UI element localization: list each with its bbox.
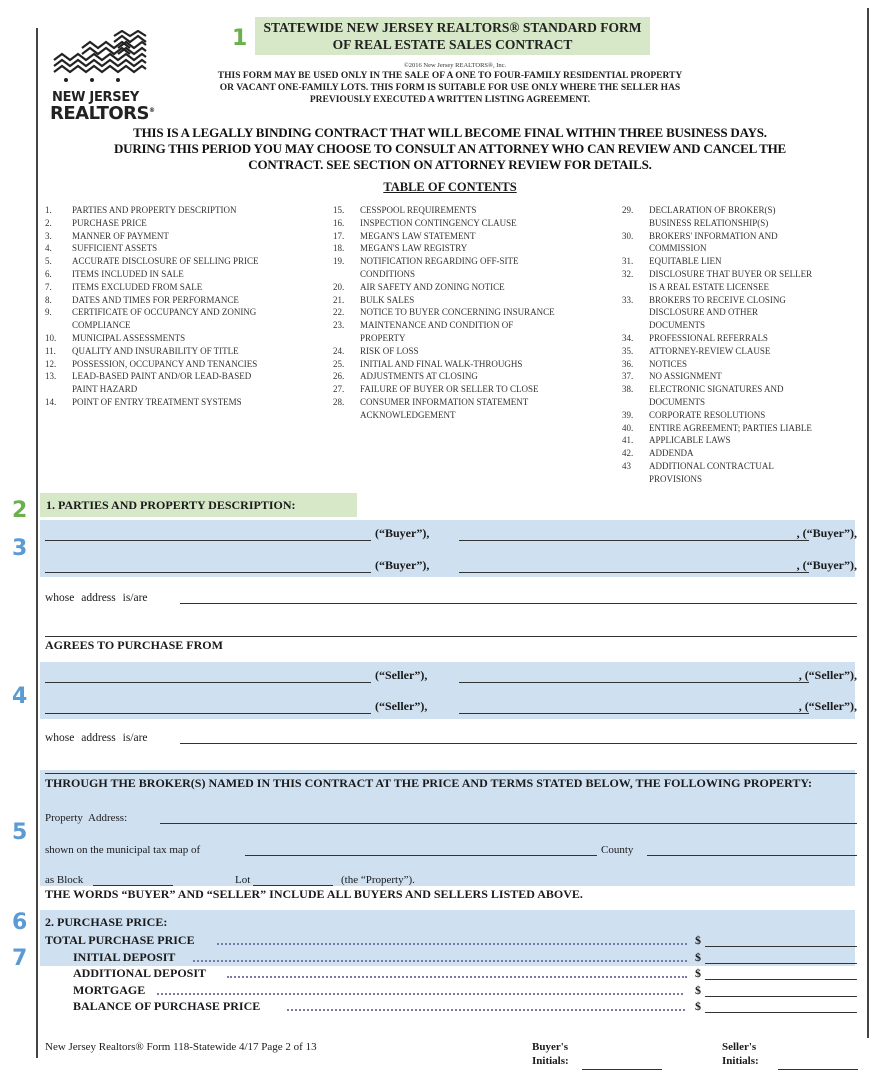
additional-deposit-label: ADDITIONAL DEPOSIT	[73, 966, 207, 980]
toc-item	[333, 204, 603, 217]
logo-text-new-jersey: NEW JERSEY	[52, 90, 140, 105]
leader-dots	[287, 1009, 685, 1011]
annotation-marker-2: 2	[12, 498, 28, 523]
toc-item-label: ACCURATE DISCLOSURE OF SELLING PRICE	[72, 256, 259, 267]
toc-item-number: 29.	[622, 205, 634, 215]
annotation-marker-5: 5	[12, 820, 28, 845]
seller-address-label: whose address is/are	[45, 732, 148, 744]
toc-item-label: LEAD-BASED PAINT AND/OR LEAD-BASED PAINT HAZARD	[72, 371, 252, 395]
usage-notice	[180, 70, 720, 106]
annotation-marker-6: 6	[12, 910, 28, 935]
dollar-sign: $	[695, 999, 701, 1013]
toc-item-label: EQUITABLE LIEN	[649, 256, 722, 267]
buyer-name-field-3[interactable]	[45, 572, 371, 573]
buildings-chevron-icon	[52, 30, 148, 86]
agrees-to-purchase-label: AGREES TO PURCHASE FROM	[45, 638, 223, 652]
county-label: County	[601, 844, 634, 856]
nj-realtors-logo	[50, 30, 155, 124]
toc-item	[45, 294, 315, 307]
mortgage-label: MORTGAGE	[73, 983, 146, 997]
buyer-label: , (“Buyer”),	[796, 526, 857, 540]
toc-item-number: 18.	[333, 243, 345, 254]
block-label: as Block	[45, 874, 84, 886]
toc-item-number: 35.	[622, 345, 634, 356]
usage-notice-line-2: OR VACANT ONE-FAMILY LOTS. THIS FORM IS SUITABLE FOR USE ONLY WHERE THE SELLER HAS	[219, 83, 681, 93]
leader-dots	[193, 960, 687, 962]
buyer-address-line-2[interactable]	[45, 636, 857, 637]
toc-column-2	[333, 204, 603, 422]
toc-item-label: CORPORATE RESOLUTIONS	[649, 409, 766, 420]
toc-item-number: 15.	[333, 205, 345, 215]
toc-item-number: 27.	[333, 384, 345, 395]
toc-item-label: ADJUSTMENTS AT CLOSING	[360, 371, 478, 382]
toc-item-label: MANNER OF PAYMENT	[72, 230, 169, 241]
toc-item-label: ENTIRE AGREEMENT; PARTIES LIABLE	[649, 422, 812, 433]
buyer-address-label: whose address is/are	[45, 592, 148, 604]
section-1-header: 1. PARTIES AND PROPERTY DESCRIPTION:	[40, 493, 357, 517]
toc-item-number: 16.	[333, 217, 345, 228]
toc-item	[45, 255, 315, 268]
toc-item	[45, 268, 315, 281]
property-address-field[interactable]	[160, 823, 857, 824]
dollar-sign: $	[695, 983, 701, 997]
toc-item-number: 1.	[45, 205, 52, 215]
buyer-row-2	[45, 556, 857, 576]
toc-item-label: MEGAN'S LAW STATEMENT	[360, 230, 476, 241]
toc-item-number: 4.	[45, 243, 52, 254]
toc-item-label: ITEMS INCLUDED IN SALE	[72, 268, 184, 279]
seller-address-row	[45, 728, 857, 746]
initial-deposit-label: INITIAL DEPOSIT	[73, 950, 176, 964]
toc-item-label: INSPECTION CONTINGENCY CLAUSE	[360, 217, 517, 228]
usage-notice-line-3: PREVIOUSLY EXECUTED A WRITTEN LISTING AGREEMENT.	[309, 95, 591, 105]
toc-item-label: DATES AND TIMES FOR PERFORMANCE	[72, 294, 239, 305]
usage-notice-line-1: THIS FORM MAY BE USED ONLY IN THE SALE OF A ONE TO FOUR-FAMILY RESIDENTIAL PROPERTY	[217, 71, 683, 81]
buyer-name-field-1[interactable]	[45, 540, 371, 541]
toc-item	[622, 230, 862, 256]
toc-item	[622, 460, 862, 486]
seller-name-field-1[interactable]	[45, 682, 371, 683]
toc-item	[622, 255, 862, 268]
toc-item-number: 8.	[45, 294, 52, 305]
toc-item-label: PROFESSIONAL REFERRALS	[649, 332, 768, 343]
toc-item	[622, 294, 862, 332]
toc-item	[333, 306, 603, 319]
toc-item	[333, 319, 603, 345]
toc-item-label: POINT OF ENTRY TREATMENT SYSTEMS	[72, 396, 242, 407]
seller-label: (“Seller”),	[375, 668, 428, 682]
buyer-seller-definition-note: THE WORDS “BUYER” AND “SELLER” INCLUDE ALL BUYERS AND SELLERS LISTED ABOVE.	[45, 887, 583, 901]
toc-item-label: NO ASSIGNMENT	[649, 371, 722, 382]
buyer-name-field-2[interactable]	[459, 540, 809, 541]
toc-item-label: MEGAN'S LAW REGISTRY	[360, 243, 468, 254]
logo-realtors-word: REALTORS	[50, 103, 149, 124]
toc-item-number: 11.	[45, 345, 56, 356]
through-brokers-text: THROUGH THE BROKER(S) NAMED IN THIS CONTRACT AT THE PRICE AND TERMS STATED BELOW, THE FOLLOWING PROPERTY:	[45, 776, 812, 790]
property-address-label: Property Address:	[45, 812, 128, 824]
seller-row-2	[45, 697, 857, 717]
form-title-line-2: OF REAL ESTATE SALES CONTRACT	[332, 37, 573, 52]
toc-item	[333, 358, 603, 371]
form-title-line-1: STATEWIDE NEW JERSEY REALTORS® STANDARD FORM	[263, 20, 642, 35]
toc-item-label: ITEMS EXCLUDED FROM SALE	[72, 281, 203, 292]
toc-item-number: 36.	[622, 358, 634, 369]
toc-item-number: 30.	[622, 230, 634, 241]
block-field[interactable]	[93, 885, 173, 886]
price-row-mortgage	[45, 981, 857, 998]
binding-notice-line-2: DURING THIS PERIOD YOU MAY CHOOSE TO CONSULT AN ATTORNEY WHO CAN REVIEW AND CANCEL THE	[113, 141, 787, 156]
toc-item-number: 14.	[45, 396, 57, 407]
annotation-marker-7: 7	[12, 946, 28, 971]
toc-item-label: ELECTRONIC SIGNATURES AND DOCUMENTS	[649, 384, 784, 407]
seller-initials-block	[722, 1040, 862, 1072]
property-top-rule	[45, 773, 857, 774]
toc-item-label: CONSUMER INFORMATION STATEMENT ACKNOWLEDGEMENT	[360, 396, 529, 420]
toc-item-label: APPLICABLE LAWS	[649, 435, 731, 446]
binding-notice-line-1: THIS IS A LEGALLY BINDING CONTRACT THAT WILL BECOME FINAL WITHIN THREE BUSINESS DAYS.	[133, 125, 767, 140]
toc-item-number: 24.	[333, 345, 345, 356]
toc-item-label: BULK SALES	[360, 294, 415, 305]
buyer-address-field[interactable]	[180, 603, 857, 604]
toc-item	[333, 383, 603, 396]
dollar-sign: $	[695, 966, 701, 980]
toc-item-number: 31.	[622, 256, 634, 267]
toc-item-number: 42.	[622, 448, 634, 459]
seller-initials-field[interactable]	[778, 1069, 858, 1070]
toc-item-label: NOTIFICATION REGARDING OFF-SITE CONDITIONS	[360, 256, 519, 279]
county-field[interactable]	[647, 855, 857, 856]
toc-item	[333, 370, 603, 383]
toc-item-label: AIR SAFETY AND ZONING NOTICE	[360, 281, 505, 292]
toc-item-label: BROKERS' INFORMATION AND COMMISSION	[649, 230, 778, 254]
toc-item-label: ATTORNEY-REVIEW CLAUSE	[649, 345, 771, 356]
seller-name-field-4[interactable]	[459, 713, 809, 714]
toc-column-3	[622, 204, 862, 486]
leader-dots	[227, 976, 687, 978]
toc-item-number: 43	[622, 460, 631, 471]
toc-item-number: 5.	[45, 256, 52, 267]
toc-item-number: 23.	[333, 320, 345, 331]
form-title	[255, 17, 650, 55]
toc-item	[622, 268, 862, 294]
annotation-marker-3: 3	[12, 536, 28, 561]
toc-item-label: BROKERS TO RECEIVE CLOSING DISCLOSURE AND OTHER DOCUMENTS	[649, 294, 786, 331]
toc-item	[333, 281, 603, 294]
toc-item-number: 40.	[622, 422, 634, 433]
lot-field[interactable]	[253, 885, 333, 886]
toc-item-label: QUALITY AND INSURABILITY OF TITLE	[72, 345, 239, 356]
toc-item	[45, 332, 315, 345]
toc-item	[622, 345, 862, 358]
binding-contract-notice	[60, 125, 840, 173]
buyer-initials-label: Buyer's	[532, 1041, 569, 1053]
toc-item	[45, 306, 315, 332]
toc-item-label: PARTIES AND PROPERTY DESCRIPTION	[72, 205, 237, 215]
toc-item	[45, 204, 315, 217]
toc-item-number: 37.	[622, 371, 634, 382]
toc-item-label: MUNICIPAL ASSESSMENTS	[72, 332, 186, 343]
buyer-address-row	[45, 588, 857, 606]
toc-item-number: 3.	[45, 230, 52, 241]
tax-map-field[interactable]	[245, 855, 597, 856]
toc-item-number: 10.	[45, 332, 57, 343]
toc-item	[333, 396, 603, 422]
total-purchase-price-label: TOTAL PURCHASE PRICE	[45, 933, 195, 947]
toc-item-number: 22.	[333, 307, 345, 318]
buyer-initials-block	[532, 1040, 662, 1072]
toc-item-number: 6.	[45, 268, 52, 279]
buyer-label: (“Buyer”),	[375, 526, 430, 540]
buyer-row-1	[45, 524, 857, 544]
toc-item-number: 41.	[622, 435, 634, 446]
price-row-total	[45, 931, 857, 948]
binding-notice-line-3: CONTRACT. SEE SECTION ON ATTORNEY REVIEW FOR DETAILS.	[248, 157, 652, 172]
toc-item-number: 26.	[333, 371, 345, 382]
toc-item	[45, 242, 315, 255]
toc-item-number: 34.	[622, 332, 634, 343]
toc-item-number: 2.	[45, 217, 52, 228]
tax-map-row	[45, 840, 857, 858]
toc-item	[333, 217, 603, 230]
copyright-notice: ©2016 New Jersey REALTORS®, Inc.	[403, 62, 507, 69]
seller-name-field-2[interactable]	[459, 682, 809, 683]
toc-item-number: 39.	[622, 409, 634, 420]
seller-row-1	[45, 666, 857, 686]
toc-item-label: CERTIFICATE OF OCCUPANCY AND ZONING COMPLIANCE	[72, 307, 257, 331]
block-lot-row	[45, 870, 857, 888]
total-purchase-price-field[interactable]	[705, 946, 857, 947]
toc-item	[622, 383, 862, 409]
tax-map-label: shown on the municipal tax map of	[45, 844, 201, 856]
toc-item	[622, 422, 862, 435]
toc-item-number: 33.	[622, 294, 634, 305]
buyer-label: (“Buyer”),	[375, 558, 430, 572]
toc-item	[333, 242, 603, 255]
toc-item	[333, 294, 603, 307]
toc-item-label: PURCHASE PRICE	[72, 217, 147, 228]
toc-item-number: 17.	[333, 230, 345, 241]
toc-item	[333, 230, 603, 243]
toc-item	[622, 370, 862, 383]
price-row-balance	[45, 997, 857, 1014]
toc-item-label: DISCLOSURE THAT BUYER OR SELLER IS A REAL ESTATE LICENSEE	[649, 268, 813, 292]
toc-item-label: INITIAL AND FINAL WALK-THROUGHS	[360, 358, 523, 369]
seller-name-field-3[interactable]	[45, 713, 371, 714]
toc-item-label: FAILURE OF BUYER OR SELLER TO CLOSE	[360, 384, 539, 395]
toc-item-number: 32.	[622, 268, 634, 279]
seller-label: , (“Seller”),	[798, 699, 857, 713]
logo-text-realtors	[50, 103, 154, 124]
additional-deposit-field[interactable]	[705, 979, 857, 980]
toc-item	[333, 345, 603, 358]
toc-item-label: POSSESSION, OCCUPANCY AND TENANCIES	[72, 358, 258, 369]
annotation-marker-1: 1	[232, 26, 248, 51]
toc-item	[622, 409, 862, 422]
price-row-additional-deposit	[45, 964, 857, 981]
toc-item	[45, 370, 315, 396]
toc-item-label: MAINTENANCE AND CONDITION OF PROPERTY	[360, 320, 514, 343]
buyer-label: , (“Buyer”),	[796, 558, 857, 572]
toc-item-label: CESSPOOL REQUIREMENTS	[360, 205, 477, 215]
toc-item-number: 38.	[622, 384, 634, 395]
toc-item-label: SUFFICIENT ASSETS	[72, 243, 158, 254]
registered-mark: ®	[148, 107, 155, 114]
toc-item	[622, 332, 862, 345]
annotation-marker-4: 4	[12, 684, 28, 709]
toc-item-number: 25.	[333, 358, 345, 369]
toc-item-label: ADDITIONAL CONTRACTUAL PROVISIONS	[649, 460, 774, 484]
toc-item	[622, 447, 862, 460]
buyer-initials-label-2: Initials:	[532, 1055, 569, 1067]
page-left-border	[36, 28, 38, 1058]
toc-item	[622, 204, 862, 230]
price-row-initial-deposit	[45, 948, 857, 965]
property-address-row	[45, 808, 857, 826]
buyer-initials-field[interactable]	[582, 1069, 662, 1070]
form-footer-id: New Jersey Realtors® Form 118-Statewide 4/17 Page 2 of 13	[45, 1041, 317, 1053]
seller-initials-label: Seller's	[722, 1041, 757, 1053]
dollar-sign: $	[695, 950, 701, 964]
toc-column-1	[45, 204, 315, 409]
lot-label: Lot	[235, 874, 251, 886]
toc-item	[45, 230, 315, 243]
seller-address-field[interactable]	[180, 743, 857, 744]
toc-item-number: 12.	[45, 358, 57, 369]
toc-item	[45, 358, 315, 371]
toc-item	[622, 358, 862, 371]
leader-dots	[217, 943, 687, 945]
seller-label: (“Seller”),	[375, 699, 428, 713]
leader-dots	[157, 993, 683, 995]
property-suffix: (the “Property”).	[341, 874, 415, 886]
toc-item-number: 13.	[45, 371, 57, 382]
toc-item-number: 7.	[45, 281, 52, 292]
toc-item-label: NOTICES	[649, 358, 687, 369]
toc-item-number: 21.	[333, 294, 345, 305]
dollar-sign: $	[695, 933, 701, 947]
toc-title: TABLE OF CONTENTS	[383, 180, 517, 194]
toc-item-label: ADDENDA	[649, 448, 694, 459]
buyer-name-field-4[interactable]	[459, 572, 809, 573]
balance-of-purchase-price-label: BALANCE OF PURCHASE PRICE	[73, 999, 261, 1013]
toc-item-number: 20.	[333, 281, 345, 292]
toc-item-number: 28.	[333, 396, 345, 407]
toc-item	[45, 345, 315, 358]
toc-item	[333, 255, 603, 281]
toc-item	[45, 281, 315, 294]
page-right-border	[867, 8, 869, 1038]
toc-item-number: 19.	[333, 256, 345, 267]
seller-initials-label-2: Initials:	[722, 1055, 759, 1067]
seller-label: , (“Seller”),	[798, 668, 857, 682]
balance-of-purchase-price-field[interactable]	[705, 1012, 857, 1013]
toc-item	[45, 396, 315, 409]
toc-item-number: 9.	[45, 307, 52, 318]
toc-item-label: NOTICE TO BUYER CONCERNING INSURANCE	[360, 307, 555, 318]
toc-item-label: DECLARATION OF BROKER(S) BUSINESS RELATIONSHIP(S)	[649, 205, 776, 228]
toc-item	[622, 434, 862, 447]
toc-item	[45, 217, 315, 230]
toc-item-label: RISK OF LOSS	[360, 345, 419, 356]
section-2-header: 2. PURCHASE PRICE:	[45, 915, 168, 929]
